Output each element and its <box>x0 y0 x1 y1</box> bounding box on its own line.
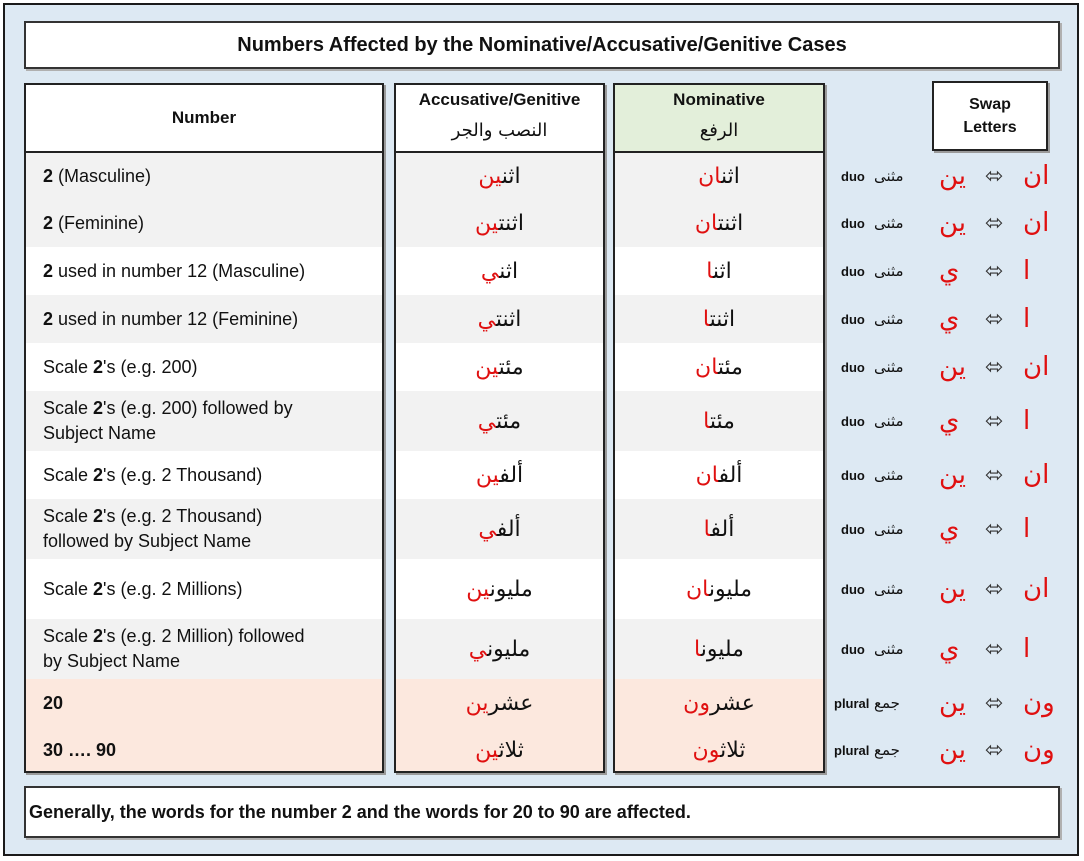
nominative-ending: ا <box>706 258 713 284</box>
accusative-row <box>396 451 603 499</box>
accusative-ending: ين <box>475 737 499 763</box>
number-row <box>26 343 382 391</box>
number-cell <box>26 577 243 602</box>
nominative-ending: ا <box>694 636 701 662</box>
nominative-word <box>686 577 752 602</box>
type-label-en: duo <box>841 263 865 279</box>
swap-arrow-icon: ⬄ <box>985 354 1004 380</box>
number-row <box>26 679 382 727</box>
type-label-en: duo <box>841 521 865 537</box>
type-label-ar: جمع <box>874 694 900 712</box>
nominative-word <box>703 409 735 434</box>
accusative-row <box>396 499 603 559</box>
accusative-row <box>396 559 603 619</box>
accusative-word <box>478 164 520 189</box>
number-digit: 2 <box>43 308 54 329</box>
nominative-stem: مئت <box>717 354 743 380</box>
number-digit: 2 <box>93 398 104 418</box>
swap-from-letters: ون <box>1023 688 1055 718</box>
nominative-header-ar: الرفع <box>699 120 739 141</box>
swap-from-letters: ان <box>1023 574 1050 604</box>
number-description: 's (e.g. 2 Thousand) <box>103 506 263 526</box>
swap-arrow-icon: ⬄ <box>985 258 1004 284</box>
type-label-en: plural <box>834 742 870 758</box>
swap-from-letters: ا <box>1023 634 1031 664</box>
type-label-ar: مثنى <box>874 310 904 328</box>
accusative-stem: عشر <box>488 690 534 716</box>
number-text <box>43 577 243 602</box>
number-row <box>26 199 382 247</box>
nominative-stem: اثن <box>712 258 732 284</box>
swap-to-letters: ين <box>939 574 967 604</box>
number-row <box>26 499 382 559</box>
accusative-row <box>396 343 603 391</box>
nominative-word <box>683 691 755 716</box>
accusative-word <box>478 517 520 542</box>
nominative-row <box>615 727 823 773</box>
accusative-stem: اثن <box>501 163 521 189</box>
nominative-stem: مئت <box>709 408 735 434</box>
type-label-ar: مثنى <box>874 358 904 376</box>
number-text <box>43 259 305 284</box>
swap-to-letters: ي <box>939 634 960 664</box>
accusative-stem: مئت <box>498 354 524 380</box>
type-label-en: duo <box>841 311 865 327</box>
number-row <box>26 559 382 619</box>
number-cell <box>26 355 198 380</box>
number-cell <box>26 624 305 674</box>
nominative-stem: ثلاث <box>720 737 746 763</box>
swap-header-line1: Swap <box>969 96 1011 113</box>
type-label-en: duo <box>841 168 865 184</box>
accusative-ending: ين <box>478 163 502 189</box>
accusative-ending: ي <box>468 636 488 662</box>
accusative-ending: ين <box>475 354 499 380</box>
nominative-word <box>693 738 746 763</box>
nominative-word <box>694 637 744 662</box>
number-description: used in number 12 (Masculine) <box>53 260 306 281</box>
swap-arrow-icon: ⬄ <box>985 690 1004 716</box>
type-label-en: duo <box>841 641 865 657</box>
accusative-stem: مئت <box>496 408 522 434</box>
accusative-header-en: Accusative/Genitive <box>418 90 581 109</box>
nominative-row <box>615 199 823 247</box>
nominative-ending: ون <box>683 690 710 716</box>
number-column <box>24 83 384 773</box>
swap-arrow-icon: ⬄ <box>985 462 1004 488</box>
swap-arrow-icon: ⬄ <box>985 408 1004 434</box>
nominative-row <box>615 451 823 499</box>
type-label-ar: مثنى <box>874 640 904 658</box>
type-label-en: duo <box>841 215 865 231</box>
number-text <box>43 463 262 488</box>
nominative-ending: ان <box>698 163 721 189</box>
number-text <box>43 504 262 529</box>
number-digit: 2 <box>93 578 104 599</box>
type-label-ar: جمع <box>874 741 900 759</box>
number-cell <box>26 463 262 488</box>
number-digit: 2 <box>93 464 104 485</box>
swap-arrow-icon: ⬄ <box>985 636 1004 662</box>
number-text <box>43 164 151 189</box>
accusative-ending: ين <box>475 210 499 236</box>
type-label-en: duo <box>841 413 865 429</box>
number-description: used in number 12 (Feminine) <box>53 308 299 329</box>
number-digit: 30 …. 90 <box>43 739 117 760</box>
type-label-ar: مثنى <box>874 214 904 232</box>
swap-to-letters: ي <box>939 304 960 334</box>
accusative-word <box>475 211 524 236</box>
swap-from-letters: ان <box>1023 352 1050 382</box>
number-row <box>26 727 382 773</box>
number-description-line2: followed by Subject Name <box>43 531 252 551</box>
number-cell <box>26 259 305 284</box>
number-description: 's (e.g. 2 Thousand) <box>103 464 263 485</box>
type-label-en: duo <box>841 581 865 597</box>
number-description: (Feminine) <box>53 212 145 233</box>
nominative-stem: اثنت <box>709 306 736 332</box>
accusative-column <box>394 83 605 773</box>
accusative-word <box>466 577 533 602</box>
nominative-stem: مليون <box>700 636 744 662</box>
accusative-row <box>396 391 603 451</box>
nominative-ending: ون <box>692 737 721 763</box>
accusative-ending: ين <box>465 690 489 716</box>
number-text <box>43 624 305 649</box>
number-text <box>43 355 198 380</box>
swap-from-letters: ان <box>1023 161 1050 191</box>
swap-from-letters: ا <box>1023 406 1031 436</box>
nominative-ending: ا <box>703 408 710 434</box>
number-description-line2: by Subject Name <box>43 651 181 671</box>
swap-to-letters: ين <box>939 735 967 765</box>
type-label-ar: مثنى <box>874 580 904 598</box>
number-description: 's (e.g. 200) <box>103 356 198 377</box>
type-label-en: duo <box>841 467 865 483</box>
nominative-row <box>615 295 823 343</box>
accusative-stem: ألف <box>496 516 521 542</box>
number-description: 's (e.g. 2 Million) followed <box>103 626 305 646</box>
accusative-ending: ي <box>478 516 497 542</box>
nominative-header-en: Nominative <box>673 90 765 109</box>
number-row <box>26 247 382 295</box>
nominative-row <box>615 619 823 679</box>
accusative-word <box>466 691 534 716</box>
accusative-ending: ين <box>475 462 500 488</box>
type-label-en: plural <box>834 695 870 711</box>
swap-arrow-icon: ⬄ <box>985 306 1004 332</box>
number-cell <box>26 211 144 236</box>
nominative-stem: ألف <box>718 462 743 488</box>
swap-arrow-icon: ⬄ <box>985 516 1004 542</box>
number-cell <box>26 504 262 554</box>
type-label-ar: مثنى <box>874 262 904 280</box>
accusative-word <box>478 307 522 332</box>
swap-to-letters: ي <box>939 256 960 286</box>
nominative-row <box>615 499 823 559</box>
number-text <box>43 396 293 421</box>
number-description: 's (e.g. 2 Millions) <box>103 578 243 599</box>
number-cell <box>26 164 151 189</box>
accusative-word <box>469 637 531 662</box>
number-digit: 2 <box>93 506 104 526</box>
nominative-stem: اثنت <box>717 210 744 236</box>
swap-arrow-icon: ⬄ <box>985 576 1004 602</box>
nominative-word <box>706 259 732 284</box>
number-prefix: Scale <box>43 398 94 418</box>
number-cell <box>26 396 293 446</box>
accusative-ending: ي <box>477 306 496 332</box>
number-row <box>26 451 382 499</box>
nominative-row <box>615 679 823 727</box>
swap-arrow-icon: ⬄ <box>985 210 1004 236</box>
accusative-stem: مليون <box>489 576 533 602</box>
nominative-column <box>613 83 825 773</box>
accusative-ending: ين <box>466 576 490 602</box>
number-digit: 20 <box>43 692 64 713</box>
accusative-stem: اثن <box>499 258 519 284</box>
type-label-en: duo <box>841 359 865 375</box>
number-cell <box>26 691 63 716</box>
swap-arrow-icon: ⬄ <box>985 737 1004 763</box>
number-prefix: Scale <box>43 356 94 377</box>
accusative-word <box>478 409 521 434</box>
nominative-ending: ان <box>694 210 718 236</box>
nominative-word <box>703 307 735 332</box>
accusative-word <box>475 738 524 763</box>
nominative-ending: ان <box>695 462 719 488</box>
number-cell <box>26 738 116 763</box>
accusative-stem: ثلاث <box>498 737 524 763</box>
number-description-line2: Subject Name <box>43 423 157 443</box>
swap-arrow-icon: ⬄ <box>985 163 1004 189</box>
nominative-row <box>615 391 823 451</box>
accusative-word <box>475 355 523 380</box>
accusative-header <box>396 85 603 153</box>
swap-to-letters: ين <box>939 208 967 238</box>
accusative-stem: اثنت <box>498 210 524 236</box>
accusative-word <box>481 259 518 284</box>
swap-from-letters: ان <box>1023 460 1050 490</box>
swap-from-letters: ا <box>1023 304 1031 334</box>
number-description: 's (e.g. 200) followed by <box>103 398 293 418</box>
number-text <box>43 307 298 332</box>
number-row <box>26 391 382 451</box>
number-text <box>43 211 144 236</box>
swap-to-letters: ي <box>939 514 960 544</box>
type-label-ar: مثنى <box>874 167 904 185</box>
nominative-word <box>695 355 743 380</box>
nominative-header <box>615 85 823 153</box>
accusative-stem: اثنت <box>495 306 522 332</box>
number-digit: 2 <box>43 165 54 186</box>
number-header: Number <box>26 85 382 153</box>
page-title: Numbers Affected by the Nominative/Accusative/Genitive Cases <box>24 21 1060 69</box>
nominative-word <box>704 517 735 542</box>
accusative-row <box>396 727 603 773</box>
swap-from-letters: ان <box>1023 208 1050 238</box>
nominative-word <box>696 463 743 488</box>
accusative-stem: ألف <box>499 462 524 488</box>
nominative-stem: ألف <box>710 516 735 542</box>
accusative-word <box>476 463 523 488</box>
number-text <box>43 738 116 763</box>
nominative-ending: ا <box>703 516 711 542</box>
number-prefix: Scale <box>43 506 94 526</box>
number-prefix: Scale <box>43 578 94 599</box>
accusative-ending: ي <box>480 258 500 284</box>
swap-header-line2: Letters <box>963 119 1017 136</box>
type-label-ar: مثنى <box>874 466 904 484</box>
swap-to-letters: ين <box>939 688 967 718</box>
number-prefix: Scale <box>43 626 94 646</box>
nominative-ending: ا <box>702 306 710 332</box>
accusative-row <box>396 153 603 199</box>
accusative-row <box>396 295 603 343</box>
number-row <box>26 619 382 679</box>
accusative-row <box>396 619 603 679</box>
swap-from-letters: ا <box>1023 514 1031 544</box>
nominative-word <box>698 164 740 189</box>
accusative-row <box>396 247 603 295</box>
nominative-row <box>615 343 823 391</box>
type-label-ar: مثنى <box>874 520 904 538</box>
swap-to-letters: ي <box>939 406 960 436</box>
swap-to-letters: ين <box>939 161 967 191</box>
swap-to-letters: ين <box>939 352 967 382</box>
swap-from-letters: ون <box>1023 735 1055 765</box>
number-digit: 2 <box>93 356 104 377</box>
accusative-stem: مليون <box>487 636 531 662</box>
number-row <box>26 153 382 199</box>
accusative-row <box>396 679 603 727</box>
nominative-row <box>615 153 823 199</box>
swap-from-letters: ا <box>1023 256 1031 286</box>
number-text <box>43 691 63 716</box>
swap-letters-header <box>932 81 1048 151</box>
number-description: (Masculine) <box>53 165 152 186</box>
nominative-word <box>695 211 743 236</box>
accusative-header-ar: النصب والجر <box>451 120 548 141</box>
nominative-ending: ان <box>695 354 718 380</box>
nominative-row <box>615 247 823 295</box>
accusative-row <box>396 199 603 247</box>
number-cell <box>26 307 298 332</box>
number-row <box>26 295 382 343</box>
nominative-stem: مليون <box>708 576 753 602</box>
nominative-row <box>615 559 823 619</box>
type-label-ar: مثنى <box>874 412 904 430</box>
nominative-ending: ان <box>685 576 709 602</box>
swap-to-letters: ين <box>939 460 967 490</box>
nominative-stem: عشر <box>709 690 755 716</box>
number-digit: 2 <box>93 626 104 646</box>
accusative-ending: ي <box>477 408 497 434</box>
footer-note: Generally, the words for the number 2 and the words for 20 to 90 are affected. <box>24 786 1060 838</box>
number-digit: 2 <box>43 260 54 281</box>
nominative-stem: اثن <box>720 163 740 189</box>
number-prefix: Scale <box>43 464 94 485</box>
number-digit: 2 <box>43 212 54 233</box>
